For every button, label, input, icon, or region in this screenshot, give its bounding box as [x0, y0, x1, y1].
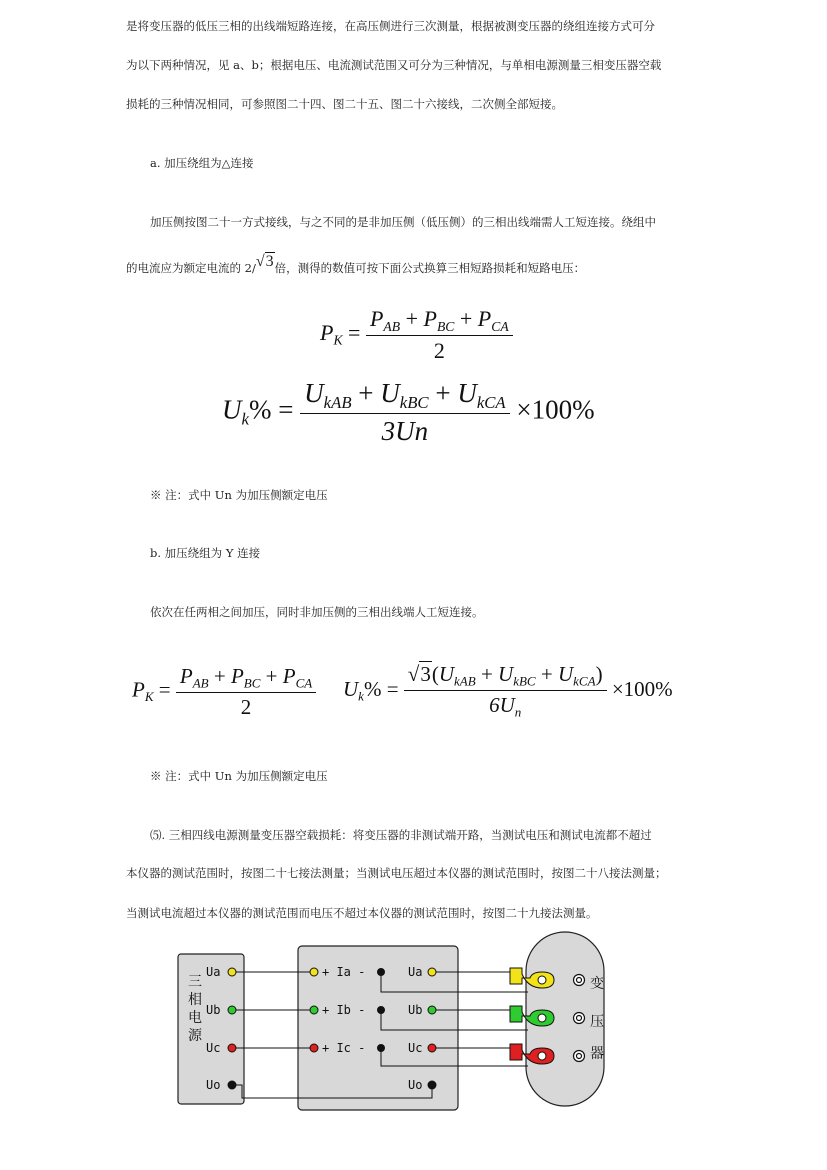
section-5-line-1: ⑸. 三相四线电源测量变压器空载损耗：将变压器的非测试端开路，当测试电压和测试电流都不超过 — [150, 828, 652, 842]
transformer-label-char: 压 — [590, 1014, 604, 1030]
uk-y-t2: U — [498, 662, 514, 686]
source-label-char: 源 — [188, 1028, 202, 1044]
case-b-heading: b. 加压绕组为 Y 连接 — [150, 546, 261, 560]
transformer-label-char: 器 — [590, 1046, 604, 1062]
source-label-char: 相 — [188, 992, 202, 1008]
sqrt3-radicand: 3 — [265, 253, 274, 270]
intro-line-3: 损耗的三种情况相同，可参照图二十四、图二十五、图二十六接线，二次侧全部短接。 — [126, 97, 563, 111]
equals-sign: = — [348, 319, 366, 345]
pk-denominator: 2 — [433, 337, 445, 363]
uk-delta-t2-sub: kBC — [399, 392, 429, 412]
formula-uk-y — [343, 662, 673, 720]
uk-delta-t1-sub: kAB — [323, 392, 352, 412]
sqrt-sign: √ — [407, 662, 420, 686]
uk-delta-t3: U — [457, 378, 477, 408]
sqrt3-inline: √3 — [255, 253, 274, 270]
pk-t2-sub: BC — [436, 318, 455, 334]
pk-y-fraction — [176, 664, 316, 720]
uk-delta-t2: U — [380, 378, 400, 408]
uk-delta-t1: U — [304, 378, 324, 408]
formula-uk-delta — [222, 378, 595, 447]
source-terminal-uc: Uc — [206, 1041, 221, 1055]
uk-y-den-sub: n — [514, 704, 522, 720]
pk-y-t1-sub: AB — [192, 675, 209, 691]
pk-y-t1: P — [179, 664, 193, 688]
section-5-line-2: 本仪器的测试范围时，按图二十七接法测量；当测试电压超过本仪器的测试范围时，按图二十八接法测量； — [126, 866, 667, 880]
pk-lhs-sub: K — [333, 332, 343, 348]
source-label-char: 三 — [188, 974, 202, 990]
meter-voltage-uo: Uo — [408, 1078, 423, 1092]
meter-current-ia: + Ia - — [322, 965, 366, 979]
uk-y-multiplier: ×100% — [611, 676, 673, 701]
case-a-text-line-2-post: 倍，测得的数值可按下面公式换算三相短路损耗和短路电压： — [274, 261, 586, 275]
uk-y-t3: U — [557, 662, 574, 686]
formula-pk-delta — [320, 306, 513, 364]
uk-y-percent: % — [363, 676, 382, 701]
uk-y-t1: U — [438, 662, 454, 686]
source-terminal-ua: Ua — [206, 965, 221, 979]
equals-sign: = — [386, 676, 404, 701]
uk-y-fraction — [404, 662, 607, 720]
intro-line-2: 为以下两种情况，见 a、b；根据电压、电流测试范围又可分为三种情况，与单相电源测量三相变压器空载 — [126, 58, 662, 72]
pk-y-t2: P — [230, 664, 244, 688]
uk-y-coefficient: 3 — [420, 662, 431, 686]
uk-y-t2-sub: kBC — [513, 673, 536, 689]
source-terminal-ub: Ub — [206, 1003, 221, 1017]
meter-voltage-ub: Ub — [408, 1003, 423, 1017]
note-1: ※ 注：式中 Un 为加压侧额定电压 — [150, 488, 328, 502]
pk-y-t2-sub: BC — [243, 675, 261, 691]
uk-y-t3-sub: kCA — [573, 673, 596, 689]
uk-delta-denominator: 3Un — [381, 415, 429, 446]
wiring-diagram-svg — [170, 928, 618, 1118]
meter-current-ic: + Ic - — [322, 1041, 366, 1055]
equals-sign: = — [278, 394, 301, 425]
meter-current-ib: + Ib - — [322, 1003, 366, 1017]
uk-delta-percent: % — [248, 394, 272, 425]
section-5-line-3: 当测试电流超过本仪器的测试范围而电压不超过本仪器的测试范围时，按图二十九接法测量。 — [126, 906, 598, 920]
source-label-char: 电 — [188, 1010, 202, 1026]
uk-delta-lhs: U — [222, 394, 242, 425]
pk-numerator: $P_{AB} + P_{BC} + P_{CA}$ — [366, 306, 513, 336]
uk-y-denominator — [404, 691, 607, 721]
case-b-text: 依次在任两相之间加压，同时非加压侧的三相出线端人工短连接。 — [150, 605, 484, 619]
uk-delta-multiplier: ×100% — [516, 394, 595, 425]
transformer-label — [590, 975, 604, 1062]
formula-pk-y — [132, 664, 316, 720]
note-2: ※ 注：式中 Un 为加压侧额定电压 — [150, 769, 328, 783]
pk-t3-sub: CA — [491, 318, 509, 334]
pk-t1-sub: AB — [383, 318, 401, 334]
pk-y-denominator: 2 — [240, 694, 252, 719]
pk-t2: P — [423, 306, 437, 331]
pk-t1: P — [369, 306, 384, 331]
uk-delta-numerator: $U_{kAB} + U_{kBC} + U_{kCA}$ — [300, 378, 509, 414]
uk-y-t1-sub: kAB — [454, 673, 476, 689]
case-a-text-line-2 — [126, 253, 706, 277]
pk-y-numerator: $P_{AB} + P_{BC} + P_{CA}$ — [176, 664, 316, 693]
case-a-heading: a. 加压绕组为△连接 — [150, 156, 254, 170]
uk-y-lhs-sub: k — [358, 688, 364, 704]
pk-y-t3-sub: CA — [295, 675, 313, 691]
intro-line-1: 是将变压器的低压三相的出线端短路连接，在高压侧进行三次测量，根据被测变压器的绕组连接方式可分 — [126, 19, 655, 33]
transformer-label-char: 变 — [590, 976, 604, 992]
source-terminal-uo: Uo — [206, 1078, 221, 1092]
pk-lhs: P — [320, 319, 334, 345]
uk-y-numerator: $√3(U_{kAB} + U_{kBC} + U_{kCA})$ — [404, 662, 607, 691]
uk-y-lhs: U — [343, 676, 359, 701]
case-a-text-line-2-pre: 的电流应为额定电流的 2/ — [126, 261, 256, 275]
uk-delta-lhs-sub: k — [241, 409, 249, 429]
equals-sign: = — [158, 677, 176, 702]
pk-fraction — [366, 306, 513, 364]
pk-y-lhs-sub: K — [144, 689, 154, 705]
pk-t3: P — [477, 306, 492, 331]
case-a-text-line-1: 加压侧按图二十一方式接线，与之不同的是非加压侧（低压侧）的三相出线端需人工短连接。绕组中 — [150, 215, 656, 229]
meter-voltage-ua: Ua — [408, 965, 423, 979]
uk-delta-t3-sub: kCA — [476, 392, 506, 412]
pk-y-lhs: P — [132, 677, 145, 702]
uk-y-den-main: 6U — [489, 692, 515, 717]
uk-delta-fraction — [300, 378, 509, 447]
wiring-diagram — [170, 928, 618, 1118]
pk-y-t3: P — [282, 664, 296, 688]
meter-voltage-uc: Uc — [408, 1041, 423, 1055]
